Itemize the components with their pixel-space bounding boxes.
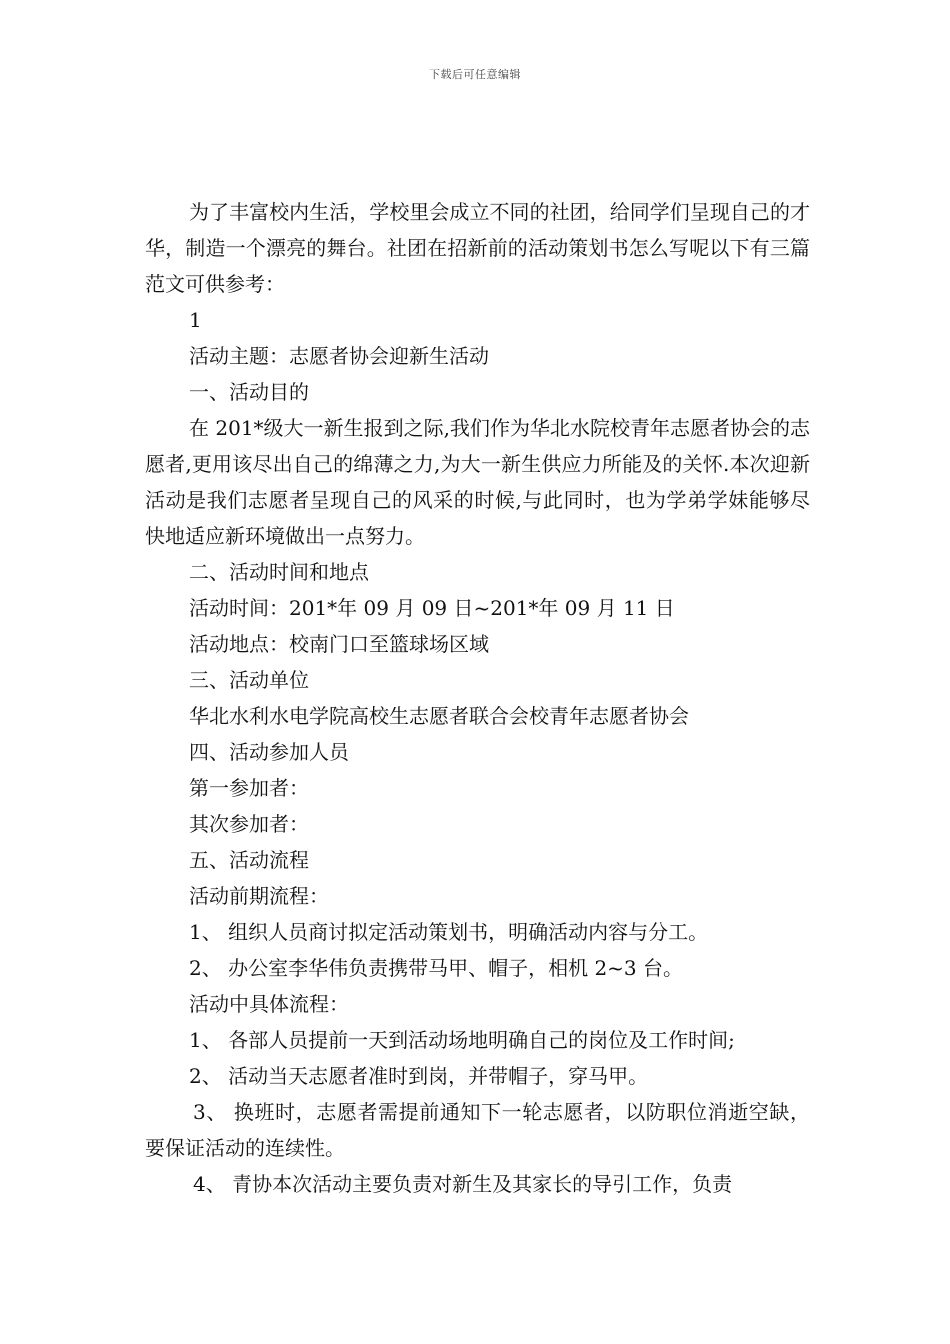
document-body [145,194,810,1202]
section-number: 1 [189,308,202,332]
activity-place: 活动地点：校南门口至篮球场区域 [189,632,489,656]
mid-step-1: 1、 各部人员提前一天到活动场地明确自己的岗位及工作时间; [189,1028,735,1052]
mid-step-3: 3、 换班时，志愿者需提前通知下一轮志愿者，以防职位消逝空缺，要保证活动的连续性。 [145,1100,810,1160]
intro-paragraph: 为了丰富校内生活，学校里会成立不同的社团，给同学们呈现自己的才华，制造一个漂亮的舞台。社团在招新前的活动策划书怎么写呢以下有三篇范文可供参考： [145,200,810,296]
pre-process-label: 活动前期流程： [189,884,329,908]
heading-unit: 三、活动单位 [189,668,309,692]
heading-participants: 四、活动参加人员 [189,740,349,764]
pre-step-2: 2、 办公室李华伟负责携带马甲、帽子，相机 2~3 台。 [189,956,684,980]
mid-step-4: 4、 青协本次活动主要负责对新生及其家长的导引工作，负责 [193,1172,733,1196]
activity-unit: 华北水利水电学院高校生志愿者联合会校青年志愿者协会 [189,704,689,728]
purpose-paragraph: 在 201*级大一新生报到之际,我们作为华北水院校青年志愿者协会的志愿者,更用该尽出自己的绵薄之力,为大一新生供应力所能及的关怀.本次迎新活动是我们志愿者呈现自己的风采的时候,与此同时，也为学弟学妹能够尽快地适应新环境做出一点努力。 [145,416,810,548]
second-participants: 其次参加者： [189,812,309,836]
mid-step-2: 2、 活动当天志愿者准时到岗，并带帽子，穿马甲。 [189,1064,649,1088]
heading-process: 五、活动流程 [189,848,309,872]
activity-time: 活动时间：201*年 09 月 09 日~201*年 09 月 11 日 [189,596,675,620]
heading-time-place: 二、活动时间和地点 [189,560,369,584]
page-header: 下载后可任意编辑 [429,68,521,81]
heading-purpose: 一、活动目的 [189,380,309,404]
first-participants: 第一参加者： [189,776,309,800]
activity-theme: 活动主题：志愿者协会迎新生活动 [189,344,489,368]
pre-step-1: 1、 组织人员商讨拟定活动策划书，明确活动内容与分工。 [189,920,709,944]
mid-process-label: 活动中具体流程： [189,992,349,1016]
